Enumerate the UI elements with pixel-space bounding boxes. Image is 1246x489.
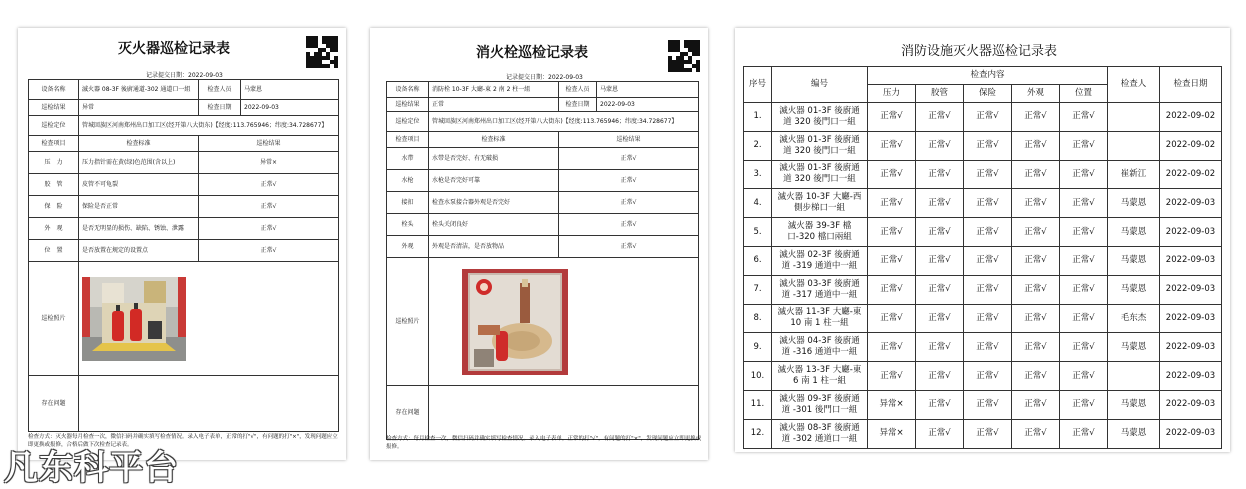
photo-cell xyxy=(79,262,339,376)
label-location: 巡检定位 xyxy=(387,112,429,132)
table-row xyxy=(387,170,699,192)
header-standard: 检查标准 xyxy=(429,132,559,148)
cell-s: 正常√ xyxy=(964,103,1012,132)
item-name: 外观 xyxy=(387,236,429,258)
sheet1-table xyxy=(28,79,339,432)
cell-a: 正常√ xyxy=(1012,189,1060,218)
item-standard: 是否放置在规定的设置点 xyxy=(79,240,199,262)
sheet3-title: 消防设施灭火器巡检记录表 xyxy=(901,44,1058,59)
cell-pos: 正常√ xyxy=(1060,362,1108,391)
cell-pos: 正常√ xyxy=(1060,189,1108,218)
cell-p: 正常√ xyxy=(868,246,916,275)
cell-h: 正常√ xyxy=(916,362,964,391)
cell-a: 正常√ xyxy=(1012,103,1060,132)
cell-h: 正常√ xyxy=(916,218,964,247)
cell-n: 4. xyxy=(744,189,772,218)
cell-date: 2022-09-02 xyxy=(1160,160,1222,189)
cell-s: 正常√ xyxy=(964,189,1012,218)
table-row xyxy=(744,246,1222,275)
label-device-name: 设备名称 xyxy=(29,80,79,100)
table-row xyxy=(29,152,339,174)
item-standard: 保险是否正常 xyxy=(79,196,199,218)
cell-s: 正常√ xyxy=(964,275,1012,304)
item-standard: 检查水泵接合器外观是否完好 xyxy=(429,192,559,214)
sheet3-body xyxy=(744,103,1222,449)
cell-p: 正常√ xyxy=(868,131,916,160)
device-name-value: 滅火器 08-3F 後廚通道-302 通道口一組 xyxy=(79,80,199,100)
table-row xyxy=(387,148,699,170)
item-standard: 是否无明显的损伤、缺陷、锈蚀、泄露 xyxy=(79,218,199,240)
item-result: 正常√ xyxy=(199,240,339,262)
item-result: 正常√ xyxy=(559,192,699,214)
cell-s: 正常√ xyxy=(964,218,1012,247)
header-date: 检查日期 xyxy=(1160,67,1222,103)
table-row xyxy=(744,160,1222,189)
cell-code: 滅火器 01-3F 後廚通道 320 後門口一組 xyxy=(772,131,868,160)
cell-who: 马蒙恩 xyxy=(1108,275,1160,304)
cell-pos: 正常√ xyxy=(1060,390,1108,419)
header-index: 序号 xyxy=(744,67,772,103)
table-row xyxy=(744,390,1222,419)
header-content: 检查内容 xyxy=(868,67,1108,85)
cell-who xyxy=(1108,103,1160,132)
cell-who: 马蒙恩 xyxy=(1108,333,1160,362)
cell-code: 滅火器 01-3F 後廚通道 320 後門口一組 xyxy=(772,160,868,189)
cell-n: 2. xyxy=(744,131,772,160)
sheet2-submit-date: 记录提交日期：2022-09-03 xyxy=(506,74,583,81)
header-pressure: 压力 xyxy=(868,85,916,103)
sheet1-submit-date: 记录提交日期：2022-09-03 xyxy=(146,72,223,79)
cell-n: 7. xyxy=(744,275,772,304)
cell-code: 滅火器 08-3F 後廚通道 -302 通道口一組 xyxy=(772,419,868,448)
hydrant-record-sheet xyxy=(370,28,708,460)
cell-p: 正常√ xyxy=(868,333,916,362)
device-name-value: 消防栓 10-3F 大廳-東 2 南 2 柱一組 xyxy=(429,82,559,98)
item-name: 位 置 xyxy=(29,240,79,262)
cell-n: 9. xyxy=(744,333,772,362)
cell-a: 正常√ xyxy=(1012,419,1060,448)
check-date-value: 2022-09-03 xyxy=(241,100,339,116)
table-row xyxy=(29,240,339,262)
location-value: 管城回族区河南郑州出口加工区(经开第八大街东)【经度:113.765946；纬度:34.728677】 xyxy=(79,116,339,136)
sheet1-footnote: 检查方式：灭火器每月检查一次，微信扫码并确实填写检查情况。录入电子表单，正常的打"√"，有问题的打"×"，发现问题应立即更换或报修，合格后做下次检查记录表。 xyxy=(28,434,338,448)
cell-date: 2022-09-03 xyxy=(1160,419,1222,448)
table-row xyxy=(387,236,699,258)
cell-date: 2022-09-03 xyxy=(1160,189,1222,218)
item-result: 正常√ xyxy=(559,148,699,170)
cell-n: 1. xyxy=(744,103,772,132)
cell-s: 正常√ xyxy=(964,390,1012,419)
cell-date: 2022-09-03 xyxy=(1160,304,1222,333)
result-value: 正常 xyxy=(429,98,559,112)
header-item: 检查项目 xyxy=(29,136,79,152)
item-standard: 水枪是否完好可靠 xyxy=(429,170,559,192)
cell-a: 正常√ xyxy=(1012,390,1060,419)
cell-n: 3. xyxy=(744,160,772,189)
item-result: 正常√ xyxy=(199,174,339,196)
label-inspector: 检查人员 xyxy=(199,80,241,100)
cell-code: 滅火器 03-3F 後廚通道 -317 通道中一組 xyxy=(772,275,868,304)
sheet2-table xyxy=(386,81,699,440)
item-name: 胶 管 xyxy=(29,174,79,196)
cell-pos: 正常√ xyxy=(1060,275,1108,304)
cell-date: 2022-09-02 xyxy=(1160,131,1222,160)
cell-date: 2022-09-03 xyxy=(1160,246,1222,275)
qr-code-icon xyxy=(668,40,700,72)
table-row xyxy=(387,192,699,214)
table-row xyxy=(744,333,1222,362)
cell-pos: 正常√ xyxy=(1060,218,1108,247)
cell-a: 正常√ xyxy=(1012,275,1060,304)
item-result: 正常√ xyxy=(199,218,339,240)
cell-p: 异常× xyxy=(868,419,916,448)
cell-a: 正常√ xyxy=(1012,362,1060,391)
table-row xyxy=(29,218,339,240)
cell-n: 6. xyxy=(744,246,772,275)
label-issue: 存在问题 xyxy=(387,386,429,440)
cell-p: 正常√ xyxy=(868,362,916,391)
item-name: 保 险 xyxy=(29,196,79,218)
item-name: 接扣 xyxy=(387,192,429,214)
sheet2-title: 消火栓巡检记录表 xyxy=(476,45,588,61)
cell-pos: 正常√ xyxy=(1060,304,1108,333)
cell-a: 正常√ xyxy=(1012,246,1060,275)
cell-s: 正常√ xyxy=(964,160,1012,189)
item-result: 正常√ xyxy=(559,170,699,192)
sheet1-title: 灭火器巡检记录表 xyxy=(118,41,230,57)
qr-code-icon xyxy=(306,36,338,68)
header-appearance: 外观 xyxy=(1012,85,1060,103)
cell-h: 正常√ xyxy=(916,160,964,189)
cell-p: 正常√ xyxy=(868,160,916,189)
cell-date: 2022-09-03 xyxy=(1160,218,1222,247)
cell-n: 12. xyxy=(744,419,772,448)
cell-who xyxy=(1108,131,1160,160)
cell-s: 正常√ xyxy=(964,362,1012,391)
cell-p: 正常√ xyxy=(868,218,916,247)
header-item: 检查项目 xyxy=(387,132,429,148)
cell-code: 滅火器 11-3F 大廳-東 10 南 1 柱一組 xyxy=(772,304,868,333)
item-name: 水枪 xyxy=(387,170,429,192)
cell-h: 正常√ xyxy=(916,333,964,362)
label-device-name: 设备名称 xyxy=(387,82,429,98)
header-hose: 胶管 xyxy=(916,85,964,103)
hydrant-photo xyxy=(462,269,568,375)
location-value: 管城回族区河南郑州出口加工区(经开第八大街东)【经度:113.765946；纬度:34.728677】 xyxy=(429,112,699,132)
cell-date: 2022-09-03 xyxy=(1160,362,1222,391)
cell-p: 正常√ xyxy=(868,304,916,333)
item-standard: 栓头关闭良好 xyxy=(429,214,559,236)
cell-who: 马蒙恩 xyxy=(1108,189,1160,218)
cell-p: 正常√ xyxy=(868,275,916,304)
result-value: 异常 xyxy=(79,100,199,116)
inspector-value: 马蒙恩 xyxy=(597,82,699,98)
header-position: 位置 xyxy=(1060,85,1108,103)
cell-a: 正常√ xyxy=(1012,131,1060,160)
label-inspector: 检查人员 xyxy=(559,82,597,98)
cell-code: 滅火器 02-3F 後廚通道 -319 通道中一組 xyxy=(772,246,868,275)
cell-code: 滅火器 10-3F 大廳-西側步梯口一組 xyxy=(772,189,868,218)
cell-who: 马蒙恩 xyxy=(1108,218,1160,247)
cell-h: 正常√ xyxy=(916,304,964,333)
label-location: 巡检定位 xyxy=(29,116,79,136)
cell-h: 正常√ xyxy=(916,103,964,132)
cell-code: 滅火器 13-3F 大廳-東 6 南 1 柱一組 xyxy=(772,362,868,391)
summary-record-sheet xyxy=(735,28,1230,452)
cell-p: 正常√ xyxy=(868,189,916,218)
cell-date: 2022-09-03 xyxy=(1160,333,1222,362)
inspector-value: 马蒙恩 xyxy=(241,80,339,100)
cell-h: 正常√ xyxy=(916,189,964,218)
item-result: 正常√ xyxy=(199,196,339,218)
cell-s: 正常√ xyxy=(964,333,1012,362)
label-issue: 存在问题 xyxy=(29,376,79,432)
header-result: 巡检结果 xyxy=(199,136,339,152)
cell-a: 正常√ xyxy=(1012,160,1060,189)
cell-s: 正常√ xyxy=(964,131,1012,160)
item-standard: 压力指针需在黄(绿)色范围(含以上) xyxy=(79,152,199,174)
table-row xyxy=(744,131,1222,160)
item-standard: 水带是否完好、有无破损 xyxy=(429,148,559,170)
cell-n: 8. xyxy=(744,304,772,333)
cell-code: 滅火器 04-3F 後廚通道 -316 通道中一組 xyxy=(772,333,868,362)
cell-who xyxy=(1108,362,1160,391)
header-result: 巡检结果 xyxy=(559,132,699,148)
header-standard: 检查标准 xyxy=(79,136,199,152)
header-code: 编号 xyxy=(772,67,868,103)
table-row xyxy=(744,103,1222,132)
cell-who: 马蒙恩 xyxy=(1108,390,1160,419)
cell-a: 正常√ xyxy=(1012,304,1060,333)
cell-a: 正常√ xyxy=(1012,218,1060,247)
item-name: 水带 xyxy=(387,148,429,170)
issue-value xyxy=(79,376,339,432)
cell-who: 马蒙恩 xyxy=(1108,246,1160,275)
cell-p: 异常× xyxy=(868,390,916,419)
cell-s: 正常√ xyxy=(964,304,1012,333)
cell-code: 滅火器 09-3F 後廚通道 -301 後門口一組 xyxy=(772,390,868,419)
cell-p: 正常√ xyxy=(868,103,916,132)
item-result: 异常× xyxy=(199,152,339,174)
cell-who: 毛东杰 xyxy=(1108,304,1160,333)
table-row xyxy=(744,275,1222,304)
table-row xyxy=(744,189,1222,218)
table-row xyxy=(744,218,1222,247)
cell-pos: 正常√ xyxy=(1060,246,1108,275)
cell-pos: 正常√ xyxy=(1060,333,1108,362)
cell-pos: 正常√ xyxy=(1060,103,1108,132)
cell-s: 正常√ xyxy=(964,246,1012,275)
cell-code: 滅火器 39-3F 檔口-320 檔口兩組 xyxy=(772,218,868,247)
label-photo: 巡检照片 xyxy=(29,262,79,376)
cell-h: 正常√ xyxy=(916,390,964,419)
cell-n: 11. xyxy=(744,390,772,419)
header-safety: 保险 xyxy=(964,85,1012,103)
cell-n: 10. xyxy=(744,362,772,391)
item-result: 正常√ xyxy=(559,236,699,258)
table-row xyxy=(744,362,1222,391)
watermark-logo: 凡东科平台 xyxy=(4,448,179,488)
extinguisher-photo xyxy=(82,277,186,361)
cell-n: 5. xyxy=(744,218,772,247)
table-row xyxy=(29,196,339,218)
cell-date: 2022-09-03 xyxy=(1160,390,1222,419)
check-date-value: 2022-09-03 xyxy=(597,98,699,112)
label-check-date: 检查日期 xyxy=(199,100,241,116)
label-check-date: 检查日期 xyxy=(559,98,597,112)
item-standard: 皮管不可龟裂 xyxy=(79,174,199,196)
table-row xyxy=(29,174,339,196)
cell-pos: 正常√ xyxy=(1060,160,1108,189)
sheet2-footnote: 检查方式：每月检查一次，微信扫码并确实填写检查情况。录入电子表单，正常的打"√"，有问题的打"×"，发现问题应立即更换或报修。 xyxy=(386,436,702,450)
item-standard: 外观是否清洁，是否放物品 xyxy=(429,236,559,258)
extinguisher-record-sheet xyxy=(18,28,346,460)
cell-date: 2022-09-02 xyxy=(1160,103,1222,132)
table-row xyxy=(744,304,1222,333)
label-photo: 巡检照片 xyxy=(387,258,429,386)
cell-a: 正常√ xyxy=(1012,333,1060,362)
cell-h: 正常√ xyxy=(916,275,964,304)
label-result: 巡检结果 xyxy=(29,100,79,116)
table-row xyxy=(387,214,699,236)
item-name: 栓头 xyxy=(387,214,429,236)
cell-h: 正常√ xyxy=(916,246,964,275)
cell-who: 崔新江 xyxy=(1108,160,1160,189)
item-name: 压 力 xyxy=(29,152,79,174)
table-row xyxy=(744,419,1222,448)
cell-pos: 正常√ xyxy=(1060,419,1108,448)
cell-code: 滅火器 01-3F 後廚通道 320 後門口一組 xyxy=(772,103,868,132)
cell-h: 正常√ xyxy=(916,419,964,448)
issue-value xyxy=(429,386,699,440)
item-result: 正常√ xyxy=(559,214,699,236)
item-name: 外 观 xyxy=(29,218,79,240)
cell-date: 2022-09-03 xyxy=(1160,275,1222,304)
cell-h: 正常√ xyxy=(916,131,964,160)
photo-cell xyxy=(429,258,699,386)
cell-who: 马蒙恩 xyxy=(1108,419,1160,448)
cell-pos: 正常√ xyxy=(1060,131,1108,160)
cell-s: 正常√ xyxy=(964,419,1012,448)
header-inspector: 检查人 xyxy=(1108,67,1160,103)
label-result: 巡检结果 xyxy=(387,98,429,112)
sheet3-table xyxy=(743,66,1222,449)
